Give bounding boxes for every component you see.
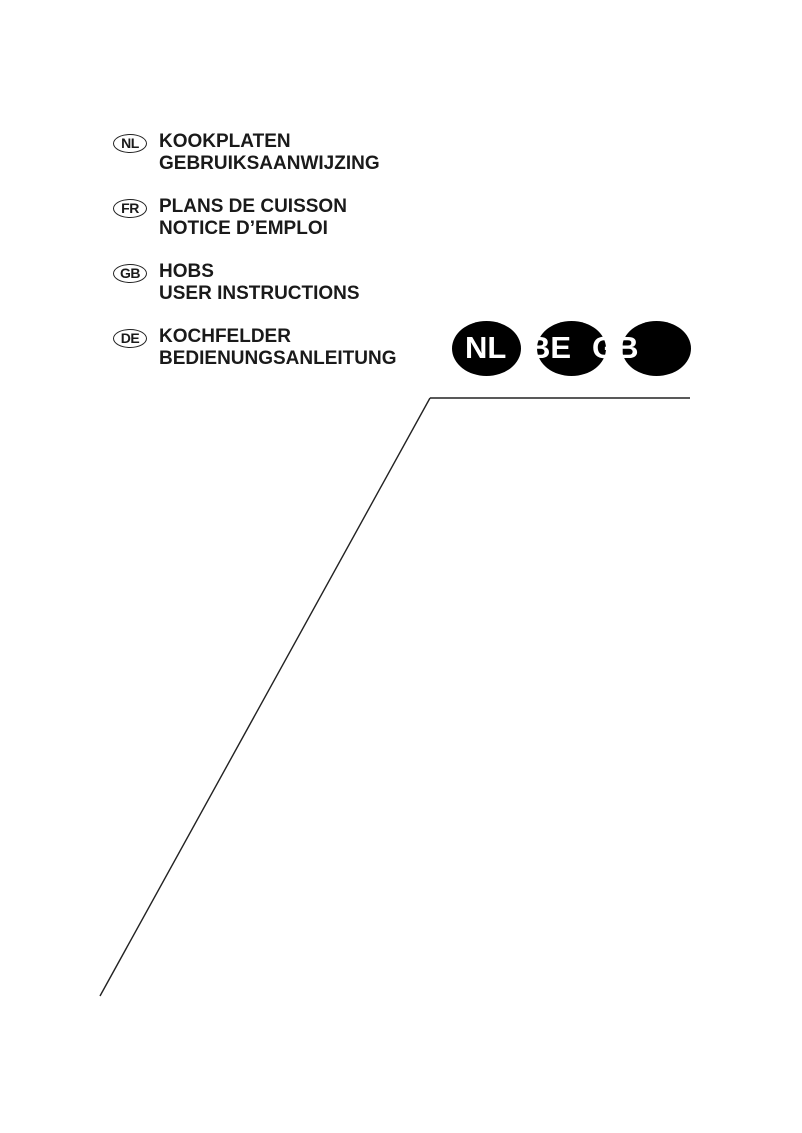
language-title-gb: HOBS	[159, 261, 214, 282]
country-code-gb: GB	[592, 330, 639, 365]
diagonal-rule	[100, 398, 430, 996]
language-subtitle-fr: NOTICE D’EMPLOI	[159, 218, 328, 239]
language-title-fr: PLANS DE CUISSON	[159, 196, 347, 217]
language-title-de: KOCHFELDER	[159, 326, 291, 347]
language-subtitle-de: BEDIENUNGSANLEITUNG	[159, 348, 397, 369]
language-title-nl: KOOKPLATEN	[159, 131, 291, 152]
country-code-be: BE	[528, 330, 572, 365]
language-subtitle-nl: GEBRUIKSAANWIJZING	[159, 153, 380, 174]
country-code-nl: NL	[465, 330, 507, 365]
language-code-badge-fr: FR	[113, 199, 147, 218]
language-code-badge-nl: NL	[113, 134, 147, 153]
language-subtitle-gb: USER INSTRUCTIONS	[159, 283, 360, 304]
language-code-badge-gb: GB	[113, 264, 147, 283]
language-code-badge-de: DE	[113, 329, 147, 348]
